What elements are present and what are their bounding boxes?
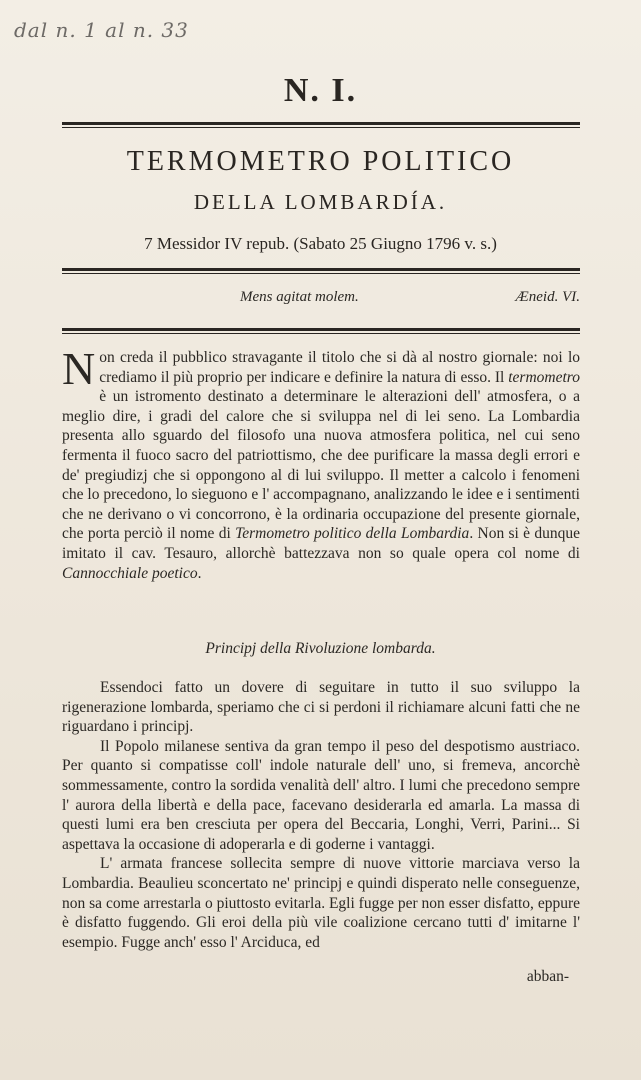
masthead-subtitle: DELLA LOMBARDÍA. [193, 190, 448, 214]
intro-italic-2: Termometro politico della Lombardia [235, 525, 470, 543]
drop-cap: N [62, 343, 96, 394]
rule-lower [62, 328, 580, 331]
rule-mid [62, 268, 580, 271]
paragraph: Il Popolo milanese sentiva da gran tempo il peso del despotismo austriaco. Per quanto si compatisse coll' indole naturale dell' uno, si fremeva, ancorchè sommessamente, contro la sordida venalità dell' altro. I lumi che precedono sempre l' aurora della libertà e della pace, facevano desiderarla ed amarla. La massa di questi lumi era ben cresciuta per opera del Beccaria, Longhi, Verri, Parini... Si aspettava la occasione di adoperarla e di goderne i vantaggi. [62, 737, 580, 853]
epigraph-motto: Mens agitat molem. [240, 289, 359, 305]
rule-top [62, 122, 580, 125]
handwritten-annotation: dal n. 1 al n. 33 [14, 18, 189, 42]
intro-text-1: on creda il pubblico stravagante il titolo che si dà al nostro giornale: noi lo crediamo il più proprio per indicare e definire la natura di esso. Il [99, 349, 580, 386]
paragraph: Essendoci fatto un dovere di seguitare in tutto il suo sviluppo la rigenerazione lombarda, speriamo che ci si perdoni il richiamare alcuni fatti che ne riguardano i principj. [62, 679, 580, 736]
catchword: abban- [526, 968, 569, 985]
epigraph-source: Æneid. VI. [515, 289, 580, 305]
masthead-title: TERMOMETRO POLITICO [126, 146, 515, 177]
intro-paragraph [62, 343, 580, 583]
paragraph: L' armata francese sollecita sempre di nuove vittorie marciava verso la Lombardia. Beaulieu sconcertato ne' principj e quindi disperato nelle conseguenze, non sa come arrestarla o piuttosto evitarla. Egli fugge per non esser disfatto, eppure è disfatto fuggendo. Gli eroi della più vile coalizione cercano tutti d' imitarne l' esempio. Fugge anch' esso l' Arciduca, ed [62, 855, 580, 951]
rule-top-thin [62, 127, 580, 128]
intro-text-4: . [197, 564, 202, 582]
issue-number: N. I. [283, 72, 358, 109]
intro-text-2: è un istromento destinato a determinare le alterazioni dell' atmosfera, o a meglio dire, i gradi del calore che si sviluppa nel di lei seno. La Lombardia presenta allo sguardo del filosofo una nuova atmosfera politica, nel cui seno fermenta il fuoco sacro del patriottismo, che dee purificare la massa degli errori e de' pregiudizj che si oppongono al di lui sviluppo. Il metter a calcolo i fenomeni che lo precedono, lo sieguono e l' accompagnano, analizzando le idee e i sentimenti che ne derivano o vi concorrono, è la ordinaria occupazione del presente giornale, che porta perciò il nome di [62, 388, 580, 543]
intro-italic-1: termometro [508, 368, 580, 386]
intro-italic-3: Cannocchiale poetico [62, 564, 198, 582]
intro-text-3: . Non si è dunque imitato il cav. Tesauro, allorchè battezzava non so quale opera col nome di [62, 525, 580, 562]
rule-lower-thin [62, 333, 580, 334]
rule-mid-thin [62, 273, 580, 274]
dateline: 7 Messidor IV repub. (Sabato 25 Giugno 1796 v. s.) [144, 234, 497, 253]
body-paragraphs [62, 678, 580, 952]
section-heading: Principj della Rivoluzione lombarda. [205, 640, 436, 657]
